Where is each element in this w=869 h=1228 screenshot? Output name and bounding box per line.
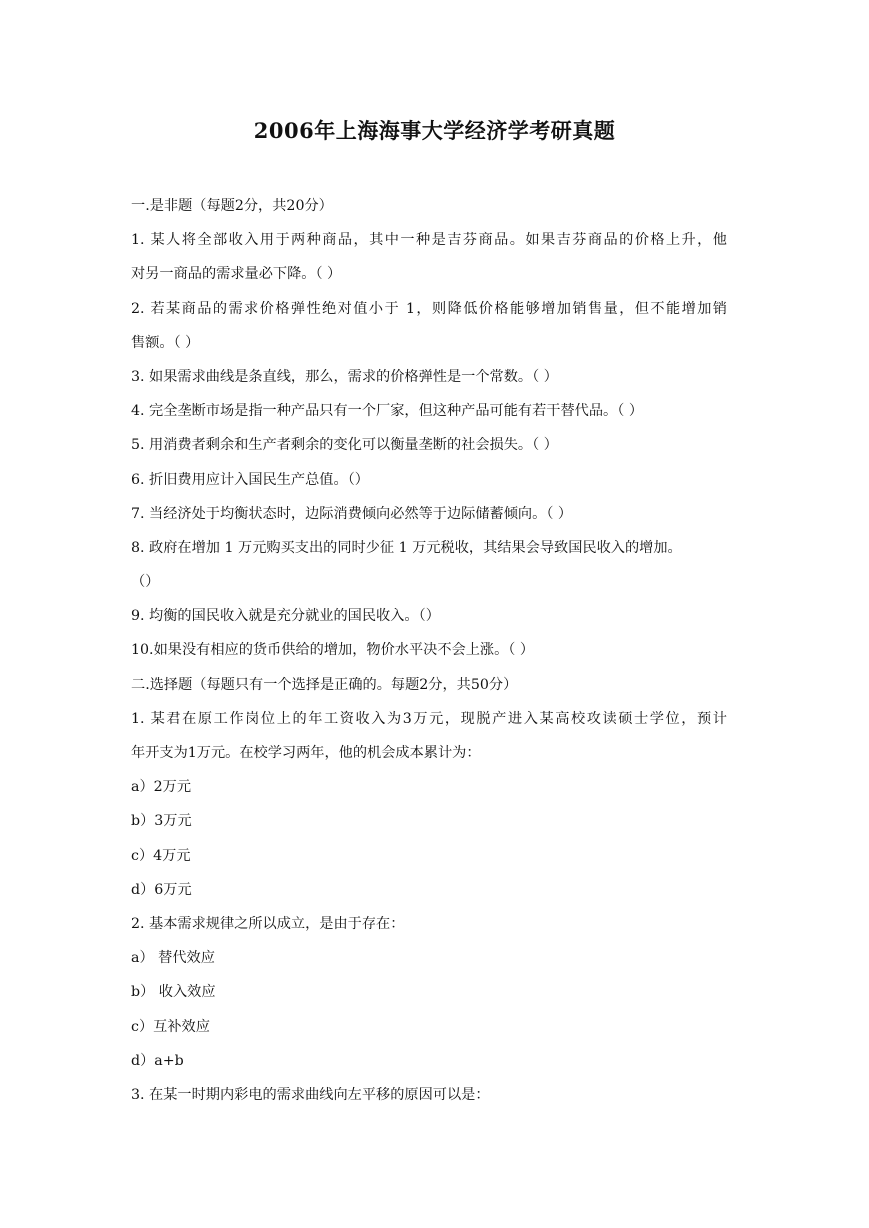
text-line: 8. 政府在增加 1 万元购买支出的同时少征 1 万元税收，其结果会导致国民收入的增加。 <box>131 539 682 556</box>
text-line: d）6万元 <box>131 881 192 898</box>
text-line: 3. 如果需求曲线是条直线，那么，需求的价格弹性是一个常数。（ ） <box>131 368 558 385</box>
text-line: 9. 均衡的国民收入就是充分就业的国民收入。（） <box>131 608 440 625</box>
text-line: a） 替代效应 <box>131 950 215 967</box>
text-line: 5. 用消费者剩余和生产者剩余的变化可以衡量垄断的社会损失。（ ） <box>131 437 558 454</box>
text-line: 2. 若某商品的需求价格弹性绝对值小于 1，则降低价格能够增加销售量，但不能增加销 <box>131 300 727 317</box>
text-line: 年开支为1万元。在校学习两年，他的机会成本累计为： <box>131 745 481 761</box>
text-line: 4. 完全垄断市场是指一种产品只有一个厂家，但这种产品可能有若干替代品。（ ） <box>131 403 644 420</box>
text-line: 2. 基本需求规律之所以成立，是由于存在： <box>131 915 405 932</box>
page-title: 2006年上海海事大学经济学考研真题 <box>253 118 616 143</box>
text-line: b）3万元 <box>131 813 192 830</box>
text-line: 二.选择题（每题只有一个选择是正确的。每题2分，共50分） <box>131 676 518 693</box>
text-line: 1. 某人将全部收入用于两种商品，其中一种是吉芬商品。如果吉芬商品的价格上升，他 <box>131 232 727 249</box>
text-line: 一.是非题（每题2分，共20分） <box>131 198 333 214</box>
text-line: c）互补效应 <box>131 1018 210 1035</box>
text-line: 6. 折旧费用应计入国民生产总值。（） <box>131 471 369 488</box>
text-line: 对另一商品的需求量必下降。（ ） <box>131 266 342 283</box>
text-line: 售额。（ ） <box>131 334 200 351</box>
document-body <box>131 189 727 1112</box>
text-line: 3. 在某一时期内彩电的需求曲线向左平移的原因可以是： <box>131 1086 490 1103</box>
text-line: 1. 某君在原工作岗位上的年工资收入为3万元，现脱产进入某高校攻读硕士学位，预计 <box>131 710 727 727</box>
text-line: a）2万元 <box>131 779 192 796</box>
text-line: c）4万元 <box>131 847 191 864</box>
text-line: （） <box>131 574 160 591</box>
text-line: 7. 当经济处于均衡状态时，边际消费倾向必然等于边际储蓄倾向。（ ） <box>131 505 573 522</box>
text-line: d）a+b <box>131 1052 184 1069</box>
text-line: 10.如果没有相应的货币供给的增加，物价水平决不会上涨。（ ） <box>131 642 535 659</box>
text-line: b） 收入效应 <box>131 984 216 1001</box>
